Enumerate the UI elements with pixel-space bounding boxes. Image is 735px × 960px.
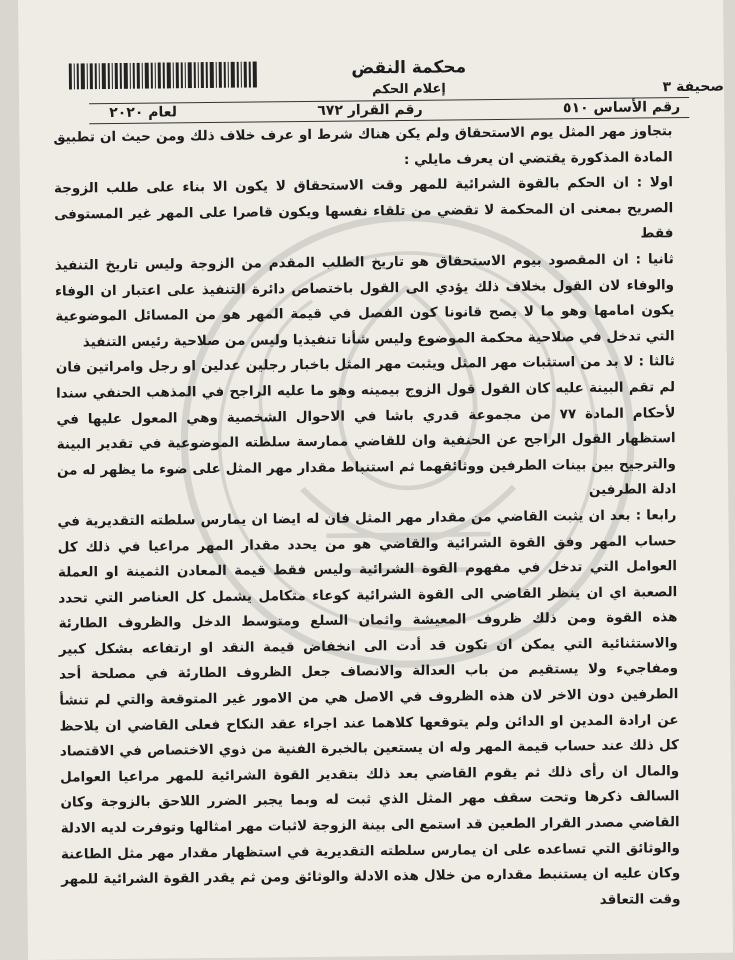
document-page	[18, 0, 733, 960]
decision-number: رقم القرار ٦٧٢	[317, 101, 423, 119]
paragraph-first: اولا : ان الحكم بالقوة الشرائية للمهر وقت الاستحقاق لا يكون الا بناء على طلب الزوجة الصريح بمعنى ان المحكمة لا تقضي من تلقاء نفسها ويكون قاصرا على المهر غير المستوفى فقط	[53, 174, 674, 242]
barcode-icon	[69, 61, 259, 89]
paragraph-fourth: رابعا : بعد ان يثبت القاضي من مقدار مهر المثل فان له ايضا ان يمارس سلطته التقديرية في حساب المهر وفق القوة الشرائية والقاضي هو من يحدد مقدار المهر مراعيا في ذلك كل العوامل التي تدخل في مفهوم القوة الشرائية وليس فقط قيمة المعادن الثمينة او العملة الصعبة اي ان ينظر القاضي الى القوة الشرائية كوعاء متكامل يشمل كل العناصر التي تحدد هذه القوة ومن ذلك ظروف المعيشة واثمان السلع ومتوسط الدخل والظروف الطارئة والاستثنائية التي يمكن ان تكون قد أدت الى انخفاض قيمة النقد او ارتفاعه بشكل كبير ومفاجيء ولا يستقيم من باب العدالة والانصاف جعل الظروف الطارئة في مصلحة أحد الطرفين دون الاخر لان هذه الظروف في الاصل هي من الامور غير المتوقعة والتي لم تنشأ عن ارادة المدين او الدائن ولم يتوقعها كلاهما عند اجراء عقد النكاح فعلى القاضي ان يلاحظ كل ذلك عند حساب قيمة المهر وله ان يستعين بالخبرة الفنية من ذوي الاختصاص في الاقتصاد والمال ان رأى ذلك ثم يقوم القاضي بعد ذلك بتقدير القوة الشرائية للمهر مراعيا العوامل السالف ذكرها وتحت سقف مهر المثل الذي ثبت له وبما يجبر الضرر اللاحق بالزوجة وكان القاضي مصدر القرار الطعين قد استمع الى بينة الزوجة لاثبات مهر امثالها وتوفرت لديه الادلة والوثائق التي تساعده على ان يمارس سلطته التقديرية في استظهار مقدار مهر مثل الطاعنة وكان عليه ان يستنبط مقداره من خلال هذه الادلة والوثائق ومن ثم يقدر القوة الشرائية للمهر وقت التعاقد	[57, 507, 681, 908]
court-name: محكمة النقض	[351, 57, 467, 79]
intro-paragraph: بتجاوز مهر المثل يوم الاستحقاق ولم يكن هناك شرط او عرف خلاف ذلك ومن حيث ان تطبيق المادة المذكورة يقتضي ان يعرف مايلي :	[53, 123, 673, 168]
judgment-notice-title: إعلام الحكم	[372, 81, 446, 98]
page-number: صحيفة ٣	[662, 78, 725, 96]
case-base-number: رقم الأساس ٥١٠	[562, 99, 681, 117]
judgment-body	[53, 119, 680, 919]
decision-year: لعام ٢٠٢٠	[109, 104, 178, 122]
paragraph-third: ثالثا : لا بد من استثبات مهر المثل ويثبت مهر المثل باخبار رجلين عدلين او رجل وامراتين فان لم تقم البينة عليه كان القول قول الزوج بيمينه وهو ما عليه الراجح في المذهب الحنفي سندا لأحكام المادة ٧٧ من مجموعة قدري باشا في الاحوال الشخصية وهي المعول عليها في استظهار القول الراجح عن الحنفية وان للقاضي ممارسة سلطته الموضوعية في تقدير البينة والترجيح بين بينات الطرفين ووثائقهما ثم استنباط مقدار مهر المثل على ضوء ما يظهر له من ادلة الطرفين	[55, 353, 677, 499]
paragraph-second: ثانيا : ان المقصود بيوم الاستحقاق هو تاريخ الطلب المقدم من الزوجة وليس تاريخ التنفيذ والوفاء لان القول بخلاف ذلك يؤدي الى القول باختصاص دائرة التنفيذ على اعتبار ان الوفاء يكون امامها وهو ما لا يصح قانونا كون الفصل في قيمة المهر هو من المسائل الموضوعية التي تدخل في صلاحية محكمة الموضوع وليس شأنا تنفيذيا وليس من صلاحية رئيس التنفيذ	[54, 251, 675, 351]
